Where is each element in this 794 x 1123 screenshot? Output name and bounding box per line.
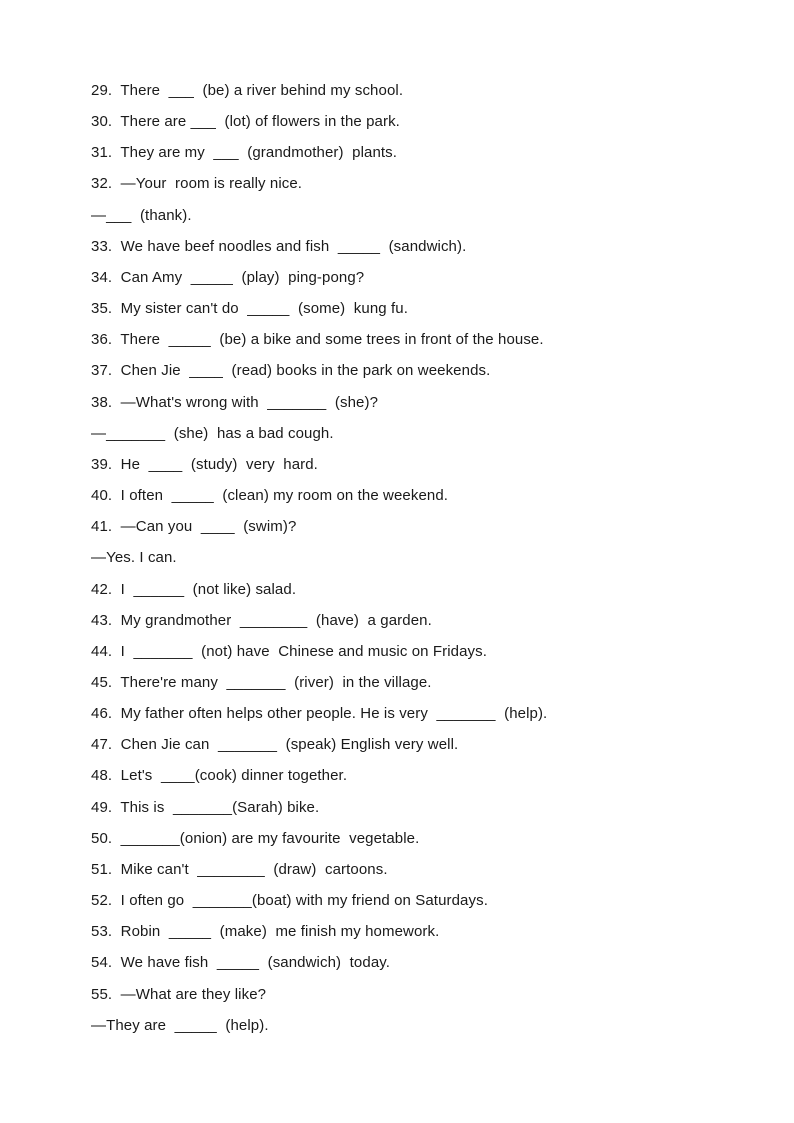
exercise-line: 54. We have fish _____ (sandwich) today.: [91, 954, 391, 972]
exercise-line: 36. There _____ (be) a bike and some trees in front of the house.: [91, 331, 544, 349]
exercise-line: 53. Robin _____ (make) me finish my homework.: [91, 923, 440, 941]
exercise-line: —___ (thank).: [91, 206, 192, 224]
exercise-line: 42. I ______ (not like) salad.: [91, 580, 297, 598]
exercise-line: 46. My father often helps other people. He is very _______ (help).: [91, 705, 548, 723]
exercise-line: 47. Chen Jie can _______ (speak) English very well.: [91, 736, 459, 754]
exercise-line: 34. Can Amy _____ (play) ping-pong?: [91, 268, 365, 286]
exercise-line: 32. —Your room is really nice.: [91, 175, 303, 193]
exercise-line: 52. I often go _______(boat) with my friend on Saturdays.: [91, 892, 488, 910]
exercise-line: 51. Mike can't ________ (draw) cartoons.: [91, 860, 388, 878]
exercise-line: 45. There're many _______ (river) in the village.: [91, 673, 432, 691]
exercise-line: 44. I _______ (not) have Chinese and music on Fridays.: [91, 642, 488, 660]
exercise-line: 38. —What's wrong with _______ (she)?: [91, 393, 379, 411]
exercise-list: [91, 80, 771, 1046]
exercise-line: 29. There ___ (be) a river behind my school.: [91, 82, 404, 99]
exercise-line: 31. They are my ___ (grandmother) plants.: [91, 144, 398, 162]
exercise-line: 50. _______(onion) are my favourite vegetable.: [91, 829, 420, 847]
exercise-line: —They are _____ (help).: [91, 1016, 269, 1034]
exercise-line: 55. —What are they like?: [91, 985, 267, 1003]
exercise-line: 33. We have beef noodles and fish _____ (sandwich).: [91, 237, 467, 255]
exercise-line: 48. Let's ____(cook) dinner together.: [91, 767, 348, 785]
exercise-line: 37. Chen Jie ____ (read) books in the park on weekends.: [91, 362, 491, 380]
exercise-line: 43. My grandmother ________ (have) a garden.: [91, 611, 432, 629]
exercise-line: 39. He ____ (study) very hard.: [91, 455, 318, 473]
exercise-line: 41. —Can you ____ (swim)?: [91, 518, 297, 536]
exercise-line: —Yes. I can.: [91, 549, 177, 567]
exercise-line: 30. There are ___ (lot) of flowers in the park.: [91, 113, 400, 131]
exercise-line: 35. My sister can't do _____ (some) kung fu.: [91, 300, 408, 318]
exercise-line: —_______ (she) has a bad cough.: [91, 424, 334, 442]
exercise-line: 40. I often _____ (clean) my room on the weekend.: [91, 487, 449, 505]
exercise-line: 49. This is _______(Sarah) bike.: [91, 798, 320, 816]
